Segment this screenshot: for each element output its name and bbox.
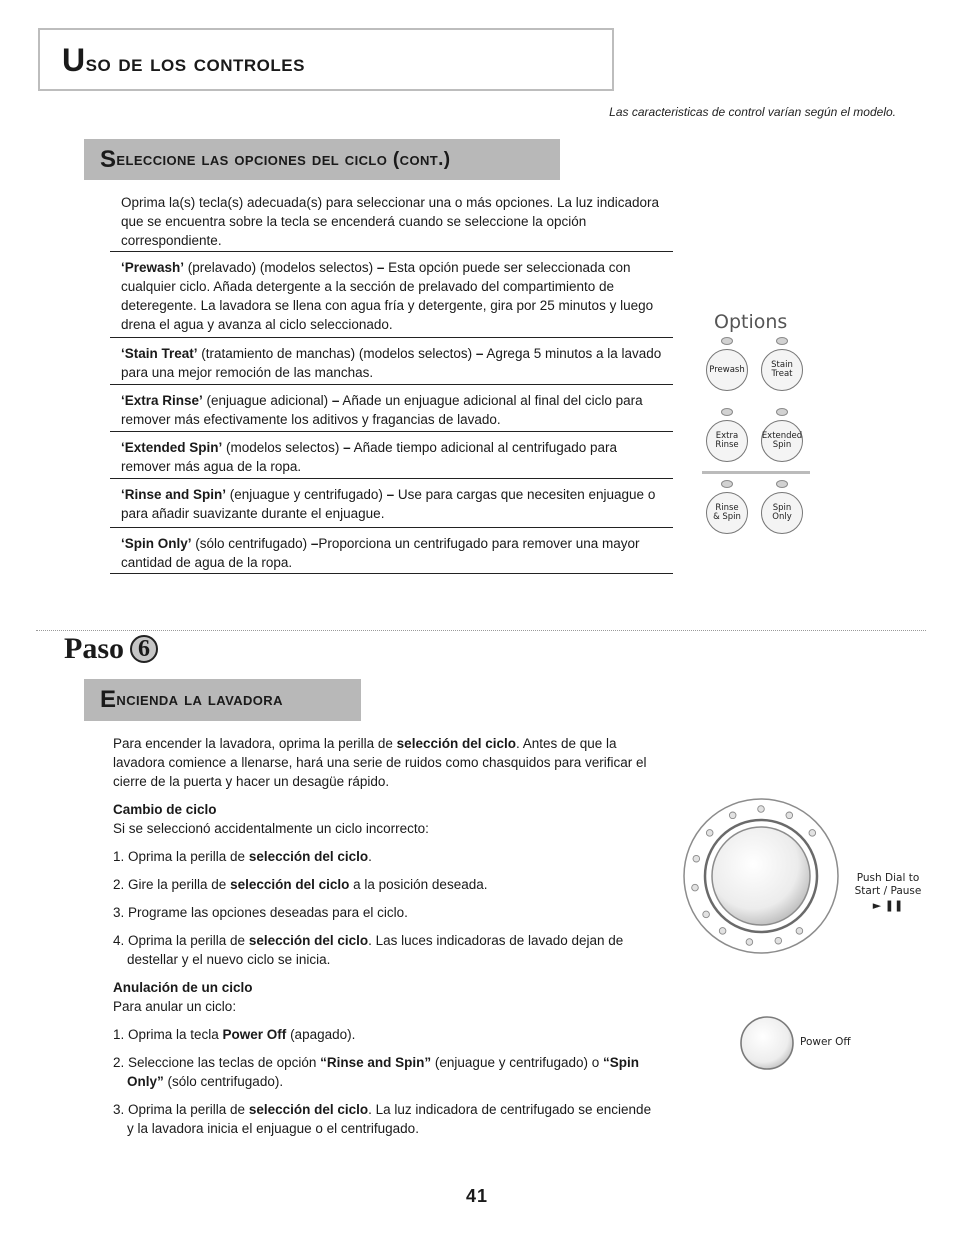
cycle-indicator-light [796,928,803,935]
rinse-and-spin-button[interactable]: Rinse & Spin [706,492,748,534]
dial-label: Push Dial to Start / Pause ► ❚❚ [844,872,932,912]
section-divider [36,630,926,631]
cycle-indicator-light [809,830,816,837]
section-heading-options: S eleccione las opciones del ciclo (cont.) [84,139,560,180]
power-off-button[interactable] [738,1014,796,1072]
section-heading-start-washer: E ncienda la lavadora [84,679,361,721]
option-row-rinse-and-spin: ‘Rinse and Spin’ (enjuague y centrifugado) – Use para cargas que necesiten enjuague o para añadir suavizante durante el enjuague. [110,478,673,527]
cycle-indicator-light [703,911,710,918]
spin-only-indicator-light [776,480,788,488]
cancel-step-1: 1. Oprima la tecla Power Off (apagado). [113,1027,356,1042]
rinse-spin-indicator-light [721,480,733,488]
cycle-indicator-light [706,830,713,837]
cancel-cycle-title: Anulación de un ciclo [113,980,253,995]
model-note: Las caracteristicas de control varían según el modelo. [609,105,896,119]
change-step-1: 1. Oprima la perilla de selección del ciclo. [113,849,372,864]
extended-spin-indicator-light [776,408,788,416]
option-row-extended-spin: ‘Extended Spin’ (modelos selectos) – Añade tiempo adicional al centrifugado para remover más agua de la ropa. [110,431,673,478]
page-number: 41 [465,1186,489,1206]
option-row-prewash: ‘Prewash’ (prelavado) (modelos selectos) – Esta opción puede ser seleccionada con cualquier ciclo. Añada detergente a la sección de prelavado del compartimiento de deteregente. La lavadora se llena con agua fría y detergente, gira por 25 minutos y luego drena el agua y avanza al ciclo seleccionado. [110,251,673,337]
cycle-indicator-light [693,855,700,862]
options-intro: Oprima la(s) tecla(s) adecuada(s) para seleccionar una o más opciones. La luz indicadora que se encuentra sobre la tecla se encenderá cuando se seleccione la opción correspondiente. [121,195,660,248]
cancel-step-2: 2. Seleccione las teclas de opción “Rinse and Spin” (enjuague y centrifugado) o “Spin Only” (sólo centrifugado). [113,1055,640,1089]
change-cycle-intro: Si se seleccionó accidentalmente un ciclo incorrecto: [113,821,429,836]
stain-treat-button[interactable]: Stain Treat [761,349,803,391]
stain-treat-indicator-light [776,337,788,345]
option-row-extra-rinse: ‘Extra Rinse’ (enjuague adicional) – Añade un enjuague adicional al final del ciclo para remover más efectivamente los aditivos y fragancias de lavado. [110,384,673,431]
extra-rinse-button[interactable]: Extra Rinse [706,420,748,462]
change-cycle-title: Cambio de ciclo [113,802,217,817]
cycle-indicator-light [746,939,753,946]
play-pause-icon: ► ❚❚ [872,899,904,912]
cancel-cycle-intro: Para anular un ciclo: [113,999,237,1014]
cycle-selector-dial[interactable] [680,795,842,957]
panel-divider [702,471,810,474]
cycle-indicator-light [719,928,726,935]
options-table [110,251,673,574]
power-off-label: Power Off [800,1036,851,1048]
options-panel-title: Options [714,311,788,333]
cycle-indicator-light [786,812,793,819]
start-intro: Para encender la lavadora, oprima la perilla de selección del ciclo. Antes de que la lavadora comience a llenarse, hará una serie de ruidos como chasquidos para verificar el cierre de la puerta y hacer un desagüe rápido. [113,736,647,789]
prewash-button[interactable]: Prewash [706,349,748,391]
change-step-3: 3. Programe las opciones deseadas para el ciclo. [113,905,408,920]
extra-rinse-indicator-light [721,408,733,416]
page-title: Uso de los controles [62,42,305,78]
option-row-spin-only: ‘Spin Only’ (sólo centrifugado) –Proporciona un centrifugado para remover una mayor cantidad de agua de la ropa. [110,527,673,574]
option-row-stain-treat: ‘Stain Treat’ (tratamiento de manchas) (modelos selectos) – Agrega 5 minutos a la lavado para una mejor remoción de las manchas. [110,337,673,384]
change-step-4: 4. Oprima la perilla de selección del ciclo. Las luces indicadoras de lavado dejan de destellar y el nuevo ciclo se inicia. [113,933,624,967]
spin-only-button[interactable]: Spin Only [761,492,803,534]
cycle-indicator-light [692,884,699,891]
prewash-indicator-light [721,337,733,345]
start-washer-instructions [113,734,661,1138]
cancel-step-3: 3. Oprima la perilla de selección del ciclo. La luz indicadora de centrifugado se enciende y la lavadora inicia el enjuague o el centrifugado. [113,1102,652,1136]
cycle-indicator-light [729,812,736,819]
cycle-indicator-light [775,937,782,944]
step-number-badge: 6 [130,635,158,663]
cycle-indicator-light [758,806,765,813]
change-step-2: 2. Gire la perilla de selección del ciclo a la posición deseada. [113,877,488,892]
step-heading: Paso 6 [64,632,158,666]
extended-spin-button[interactable]: Extended Spin [761,420,803,462]
